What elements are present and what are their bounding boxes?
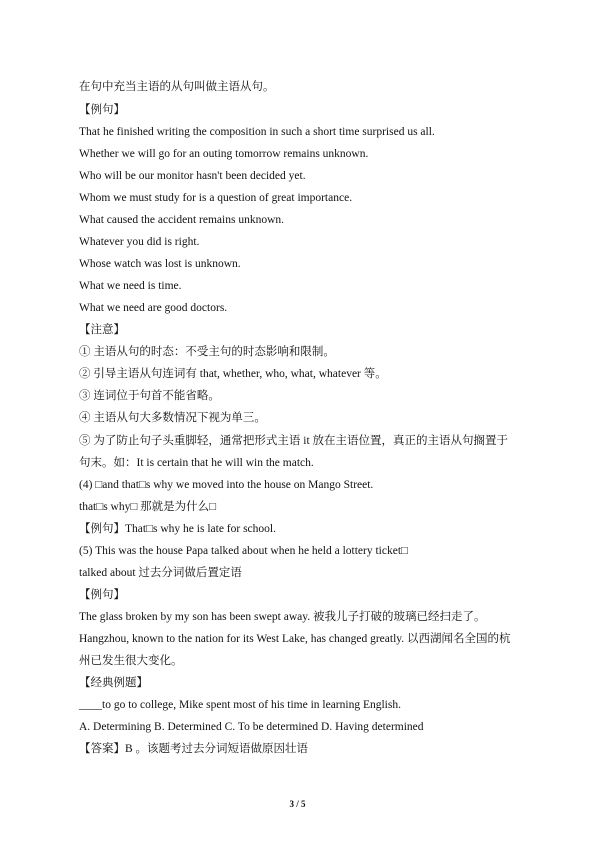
example-sentence: Hangzhou, known to the nation for its West Lake, has changed greatly. 以西湖闻名全国的杭 [79, 633, 511, 645]
example-sentence: Whom we must study for is a question of great importance. [79, 192, 353, 204]
section-heading-examples: 【例句】 [79, 589, 125, 601]
point-4-heading: (4) □and that□s why we moved into the house on Mango Street. [79, 479, 374, 491]
note-item: ② 引导主语从句连词有 that, whether, who, what, whatever 等。 [79, 368, 387, 380]
example-sentence: That he finished writing the composition in such a short time surprised us all. [79, 126, 435, 138]
note-item-continuation: 句末。如：It is certain that he will win the match. [79, 457, 314, 469]
example-sentence: The glass broken by my son has been swept away. 被我儿子打破的玻璃已经扫走了。 [79, 611, 486, 623]
example-sentence: What we need is time. [79, 280, 182, 292]
example-sentence: Who will be our monitor hasn't been decided yet. [79, 170, 306, 182]
page-number: 3 / 5 [289, 799, 306, 809]
point-4-example: 【例句】That□s why he is late for school. [79, 523, 276, 535]
example-sentence: Whether we will go for an outing tomorrow remains unknown. [79, 148, 369, 160]
question-options: A. Determining B. Determined C. To be determined D. Having determined [79, 721, 424, 733]
note-item: ⑤ 为了防止句子头重脚轻，通常把形式主语 it 放在主语位置，真正的主语从句搁置于 [79, 435, 509, 447]
example-sentence: Whose watch was lost is unknown. [79, 258, 241, 270]
example-sentence-continuation: 州已发生很大变化。 [79, 655, 183, 667]
section-heading-notes: 【注意】 [79, 324, 125, 336]
answer-explanation: 【答案】B 。该题考过去分词短语做原因壮语 [79, 743, 309, 755]
example-sentence: What we need are good doctors. [79, 302, 228, 314]
point-4-explanation: that□s why□ 那就是为什么□ [79, 501, 217, 513]
question-stem: ____to go to college, Mike spent most of his time in learning English. [79, 699, 401, 711]
example-sentence: Whatever you did is right. [79, 236, 200, 248]
note-item: ④ 主语从句大多数情况下视为单三。 [79, 412, 266, 424]
note-item: ③ 连词位于句首不能省略。 [79, 390, 220, 402]
intro-definition: 在句中充当主语的从句叫做主语从句。 [79, 81, 275, 93]
point-5-explanation: talked about 过去分词做后置定语 [79, 567, 242, 579]
point-5-heading: (5) This was the house Papa talked about when he held a lottery ticket□ [79, 545, 408, 557]
section-heading-examples: 【例句】 [79, 104, 125, 116]
example-sentence: What caused the accident remains unknown. [79, 214, 285, 226]
note-item: ① 主语从句的时态：不受主句的时态影响和限制。 [79, 346, 335, 358]
section-heading-classic-question: 【经典例题】 [79, 677, 148, 689]
